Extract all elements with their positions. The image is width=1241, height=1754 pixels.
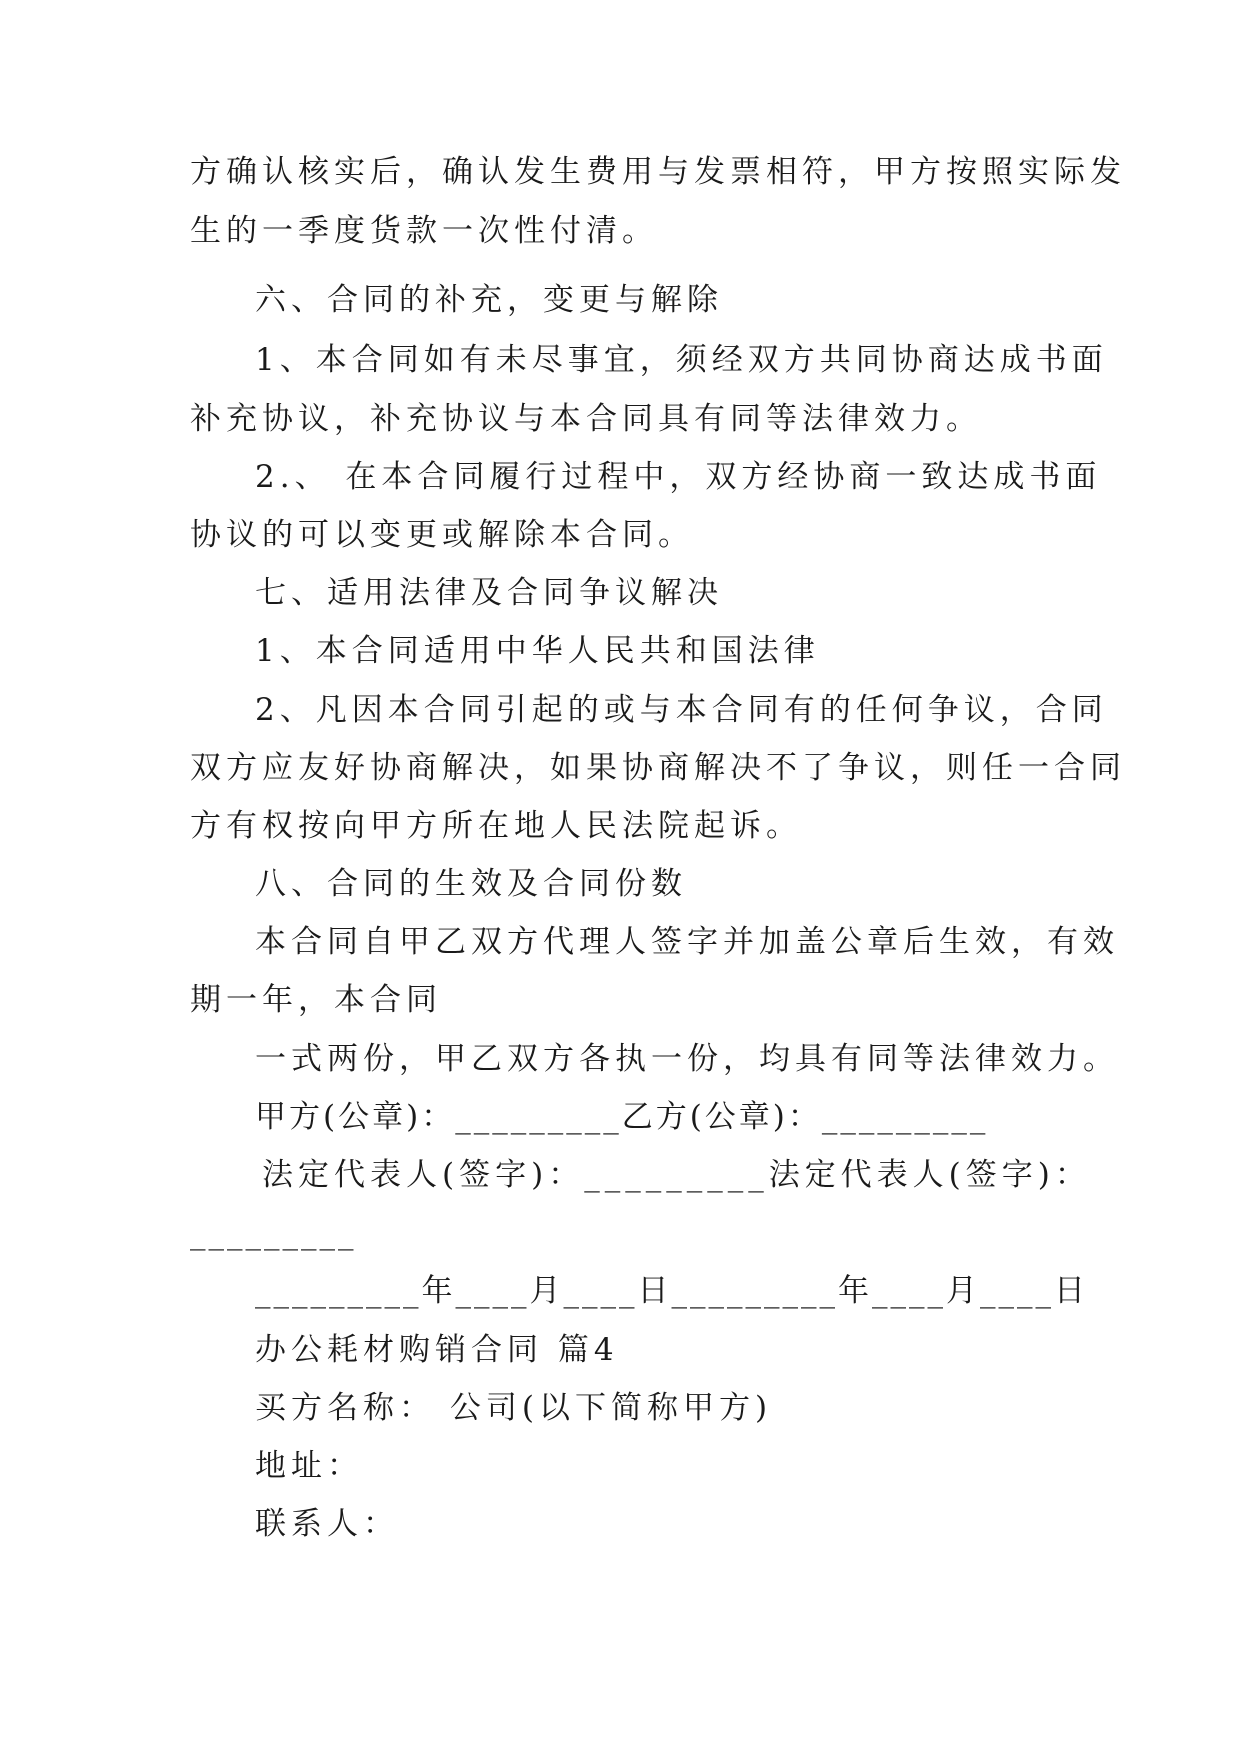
section-heading: 七、适用法律及合同争议解决 — [255, 575, 723, 611]
signature-line-representative: 法定代表人(签字)：_________法定代表人(签字)： — [262, 1157, 1091, 1193]
paragraph-line: 方有权按向甲方所在地人民法院起诉。 — [190, 808, 802, 844]
paragraph-line: 1、本合同如有未尽事宜，须经双方共同协商达成书面 — [255, 342, 1108, 378]
buyer-name-line: 买方名称： 公司(以下简称甲方) — [255, 1390, 773, 1426]
signature-blank: _________ — [190, 1215, 357, 1251]
paragraph-line: 期一年，本合同 — [190, 982, 442, 1018]
contract-title: 办公耗材购销合同 篇4 — [255, 1332, 619, 1368]
signature-line-seal: 甲方(公章)：_________乙方(公章)：_________ — [255, 1099, 989, 1135]
address-line: 地址： — [255, 1448, 363, 1484]
paragraph-line: 生的一季度货款一次性付清。 — [190, 213, 658, 249]
paragraph-line: 补充协议，补充协议与本合同具有同等法律效力。 — [190, 401, 982, 437]
paragraph-line: 2、凡因本合同引起的或与本合同有的任何争议，合同 — [255, 692, 1108, 728]
paragraph-line: 方确认核实后，确认发生费用与发票相符，甲方按照实际发 — [190, 154, 1126, 190]
paragraph-line: 1、本合同适用中华人民共和国法律 — [255, 633, 820, 669]
section-heading: 八、合同的生效及合同份数 — [255, 866, 687, 902]
date-line: _________年____月____日_________年____月____日 — [255, 1273, 1088, 1309]
paragraph-line: 双方应友好协商解决，如果协商解决不了争议，则任一合同 — [190, 750, 1126, 786]
paragraph-line: 一式两份，甲乙双方各执一份，均具有同等法律效力。 — [255, 1041, 1119, 1077]
section-heading: 六、合同的补充，变更与解除 — [255, 282, 723, 318]
paragraph-line: 协议的可以变更或解除本合同。 — [190, 517, 694, 553]
paragraph-line: 2.、 在本合同履行过程中，双方经协商一致达成书面 — [255, 459, 1102, 495]
paragraph-line: 本合同自甲乙双方代理人签字并加盖公章后生效，有效 — [255, 924, 1119, 960]
contact-line: 联系人： — [255, 1506, 399, 1542]
